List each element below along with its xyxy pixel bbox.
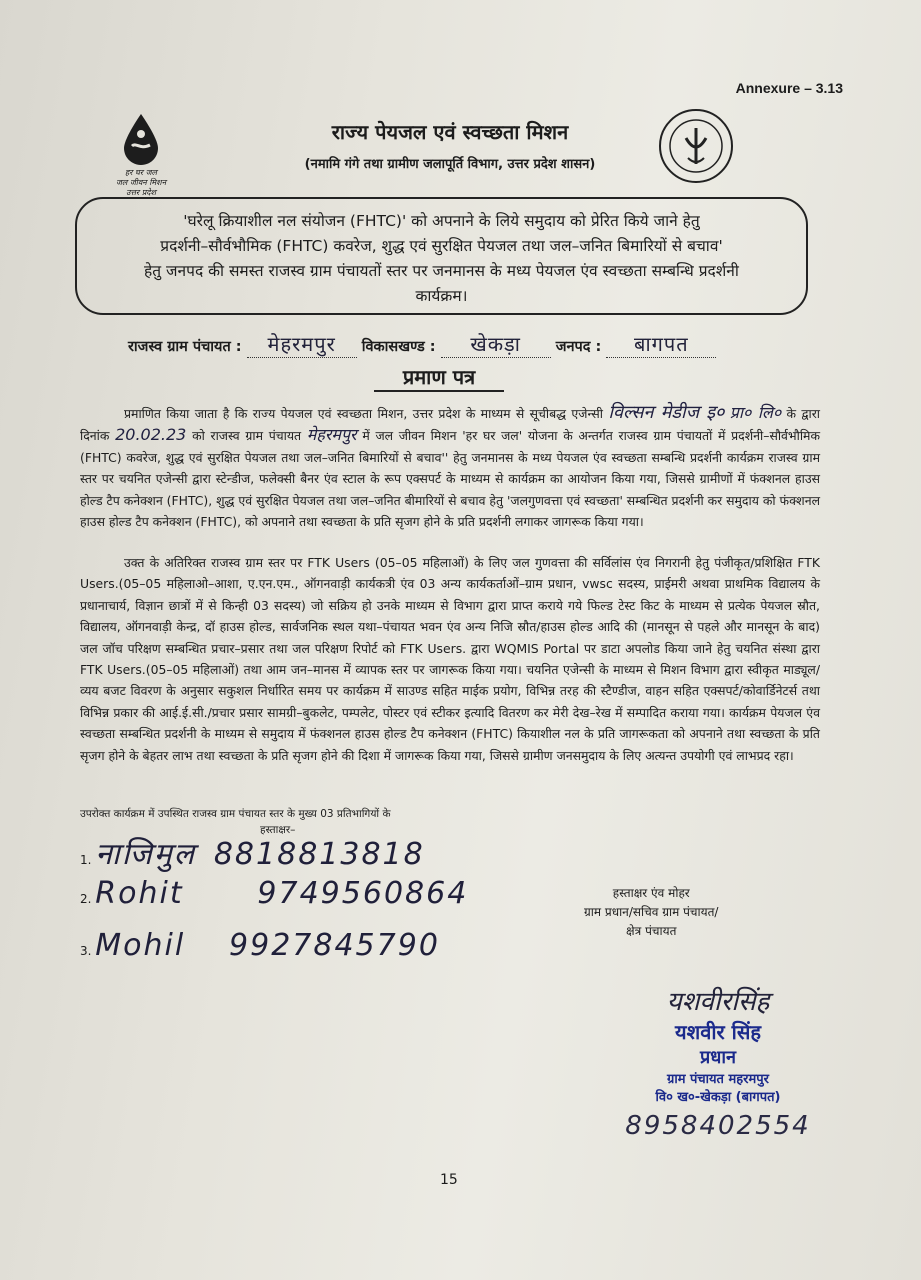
- box-line-2: प्रदर्शनी–सौर्वभौमिक (FHTC) कवरेज, शुद्ध एवं सुरक्षित पेयजल तथा जल–जनित बिमारियों से बचाव': [160, 237, 723, 255]
- participant-name: नाजिमुल: [95, 837, 197, 872]
- paragraph-2: उक्त के अतिरिक्त राजस्व ग्राम स्तर पर FTK Users (05–05 महिलाओं) के लिए जल गुणवत्ता की सर्विलांस एंव निगरानी हेतु पंजीकृत/प्रशिक्षित FTK Users.(05–05 महिलाओ–आशा, ए.एन.एम., ऑगनवाड़ी कार्यकत्री एंव 03 अन्य कार्यकर्ताओं–ग्राम प्रधान, vwsc सदस्य, प्राईमरी अथवा प्राथमिक विद्यालय के प्रधानाचार्य, विज्ञान छात्रों में से किन्ही 03 सदस्य) जो सक्रिय हो उनके माध्यम से विभाग द्वारा प्राप्त कराये गये फिल्ड टेस्ट किट के माध्यम से प्रत्येक पेयजल स्रौत, विद्यालय, ऑगनवाड़ी केन्द्र, दॉ हाउस होल्ड, सार्वजनिक स्थल यथा–पंचायत भवन एंव अन्य निजि स्रौत/हाउस होल्ड आदि की (मानसून से पहले और मानसून के बाद) जल जॉच परिक्षण सम्बन्धित प्रचार–प्रसार तथा जल परिक्षण रिपोर्ट को FTK Users. द्वारा WQMIS Portal पर डाटा अपलोड किया जाने हेतु चयनित संस्था द्वारा FTK Users.(05–05 महिलाओं) तथा आम जन–मानस में व्यापक स्तर पर जागरूक किया गया। चयनित एजेन्सी के माध्यम से मिशन विभाग द्वारा स्वीकृत माड्यूल/व्यय बजट विवरण के अनुसार सकुशल निर्धारित समय पर कार्यक्रम में साउण्ड सहित माईक प्रयोग, विभिन्न तरह की स्टैण्डीज, वाहन सहित एक्सपर्ट/कोवार्डिनेटर्स तथा विभिन्न प्रकार की आई.ई.सी./प्रचार प्रसार सामग्री–बुकलेट, पम्पलेट, पोस्टर एवं स्टीकर इत्यादि वितरण कर मेरी देख–रेख में सम्पादित कराया गया। कार्यक्रम पेयजल एंव स्वच्छता सम्बन्धित प्रदर्शनी के माध्यम से समुदाय में फंक्शनल हाउस होल्ड टैप कनेक्शन (FHTC) कियाशील नल के प्रति जागरूकता को अपनाने तथा स्वच्छता के प्रति सृजग होने के बेहतर लाभ तथा स्वच्छता के प्रति सृजग होने की दिशा में जागरूक किया गया, जिससे ग्रामीण जनसमुदाय के लिए अत्यन्त उपयोगी एवं लाभप्रद रहा।: [80, 555, 820, 763]
- participant-phone: 9749560864: [257, 876, 469, 911]
- box-line-3: हेतु जनपद की समस्त राजस्व ग्राम पंचायतों स्तर पर जनमानस के मध्य पेयजल एंव स्वच्छता सम्बन्धि प्रदर्शनी: [144, 262, 739, 280]
- para1-text-c: को राजस्व ग्राम पंचायत: [192, 428, 302, 444]
- up-emblem-icon: [658, 108, 734, 184]
- logo-caption-2: जल जीवन मिशन: [115, 178, 167, 187]
- water-drop-icon: [118, 112, 164, 168]
- certificate-heading: प्रमाण पत्र: [374, 363, 504, 392]
- block-label: विकासखण्ड :: [361, 339, 436, 355]
- paragraph-1: [80, 402, 820, 532]
- har-ghar-jal-logo: [96, 112, 186, 198]
- signature-row-3: [80, 928, 440, 963]
- agency-handwritten-2: प्रा० लि०: [729, 403, 782, 422]
- pradhan-stamp: [608, 982, 828, 1141]
- participant-name: Rohit: [95, 876, 184, 911]
- box-line-1: 'घरेलू क्रियाशील नल संयोजन (FHTC)' को अपनाने के लिये समुदाय को प्रेरित किये जाने हेतु: [183, 212, 700, 230]
- row-number: 3.: [80, 944, 92, 958]
- panchayat-value: मेहरमपुर: [247, 330, 357, 358]
- district-value: बागपत: [606, 330, 716, 358]
- logo-caption-3: उत्तर प्रदेश: [126, 188, 156, 197]
- stamp-label-1: हस्ताक्षर एंव मोहर: [612, 886, 690, 900]
- logo-caption-1: हर घर जल: [125, 168, 157, 177]
- agency-handwritten: विल्सन मेडीज इ०: [608, 402, 725, 423]
- date-handwritten: 20.02.23: [115, 425, 187, 445]
- row-number: 2.: [80, 892, 92, 906]
- page-number: 15: [440, 1172, 458, 1188]
- block-value: खेकड़ा: [441, 330, 551, 358]
- stamp-label-3: क्षेत्र पंचायत: [626, 924, 677, 938]
- pradhan-phone: 8958402554: [625, 1111, 811, 1141]
- pradhan-designation: प्रधान: [700, 1047, 736, 1068]
- program-title-box: [75, 197, 808, 315]
- district-label: जनपद :: [555, 339, 602, 355]
- stamp-label-2: ग्राम प्रधान/सचिव ग्राम पंचायत/: [584, 905, 719, 919]
- row-number: 1.: [80, 853, 92, 867]
- village-handwritten: मेहरमपुर: [306, 425, 357, 445]
- signature-lead-text: उपरोक्त कार्यक्रम में उपस्थित राजस्व ग्राम पंचायत स्तर के मुख्य 03 प्रतिभागियों के: [80, 808, 391, 820]
- participant-name: Mohil: [95, 928, 186, 963]
- para1-text-a: प्रमाणित किया जाता है कि राज्य पेयजल एवं स्वच्छता मिशन, उत्तर प्रदेश के माध्यम से सूचीबद्ध एजेन्सी: [124, 406, 604, 421]
- page-title: राज्य पेयजल एवं स्वच्छता मिशन: [331, 120, 569, 144]
- participant-phone: 9927845790: [229, 928, 440, 963]
- para1-text-b: के द्वारा दिनांक: [80, 406, 820, 444]
- signature-row-1: [80, 832, 425, 873]
- pradhan-name: यशवीर सिंह: [675, 1020, 761, 1044]
- stamp-label: [584, 884, 718, 941]
- participant-phone: 8818813818: [213, 837, 425, 872]
- page-subtitle: (नमामि गंगे तथा ग्रामीण जलापूर्ति विभाग, उत्तर प्रदेश शासन): [304, 157, 596, 172]
- signature-row-2: [80, 876, 468, 911]
- para1-text-d: में जल जीवन मिशन 'हर घर जल' योजना के अन्तर्गत राजस्व ग्राम पंचायतों में प्रदर्शनी–सौर्वभौमिक (FHTC) कवरेज, शुद्ध एवं सुरक्षित पेयजल तथा जल–जनित बिमारियों से बचाव'' हेतु जनमानस के मध्य पेयजल एंव स्वच्छता सम्बन्धि प्रदर्शनी कार्यक्रम राजस्व ग्राम स्तर पर चयनित एजेन्सी द्वारा स्टेन्डीज, फलेक्सी बैनर एंव स्टाल के रूप एक्सपर्ट के माध्यम से कार्यक्रम का आयोजन किया गया, जिससे ग्रामीणों में फंक्शनल हाउस होल्ड टैप कनेक्शन (FHTC), शुद्ध एवं सुरक्षित पेयजल तथा जल–जनित बीमारियों से बचाव हेतु 'जलगुणवत्ता एवं स्वच्छता' सम्बन्धित प्रदर्शनी कर समुदाय को फंक्शनल हाउस होल्ड टैप कनेक्शन (FHTC), को अपनाने तथा स्वच्छता के प्रति सृजग होने के प्रति प्रदर्शनी लगाकर जागरूक किया गया।: [80, 428, 820, 530]
- location-fields: [128, 330, 716, 358]
- signature-lead-text-2: हस्ताक्षर–: [260, 824, 296, 836]
- annexure-label: Annexure – 3.13: [735, 80, 843, 96]
- panchayat-label: राजस्व ग्राम पंचायत :: [128, 339, 242, 355]
- pradhan-signature: यशवीरसिंह: [666, 987, 770, 1017]
- pradhan-panchayat: ग्राम पंचायत महरमपुर: [667, 1072, 769, 1087]
- pradhan-block: वि० ख०-खेकड़ा (बागपत): [655, 1090, 781, 1105]
- box-line-4: कार्यक्रम।: [415, 287, 468, 305]
